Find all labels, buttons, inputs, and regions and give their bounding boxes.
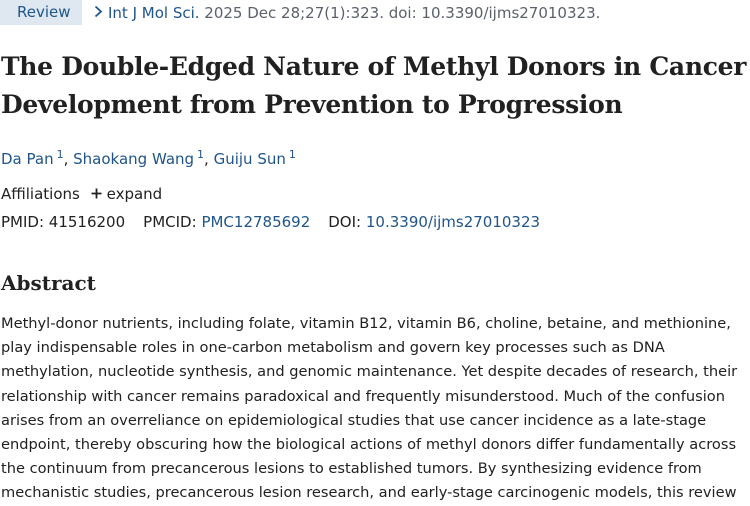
article-identifiers: [1, 211, 540, 233]
author-link[interactable]: Da Pan: [1, 150, 54, 168]
pmid-label: PMID:: [1, 213, 45, 231]
citation-text: 2025 Dec 28;27(1):323. doi: 10.3390/ijms27010323.: [199, 4, 601, 22]
article-type-badge: Review: [0, 0, 82, 25]
pmcid-label: PMCID:: [143, 213, 197, 231]
page-title: The Double-Edged Nature of Methyl Donors in Cancer Development from Prevention to Progression: [1, 52, 747, 119]
author-link[interactable]: Shaokang Wang: [73, 150, 195, 168]
author-separator: ,: [204, 150, 214, 168]
affiliations-row: [1, 183, 162, 205]
author-link[interactable]: Guiju Sun: [213, 150, 286, 168]
author-separator: ,: [63, 150, 74, 168]
pmid-value: 41516200: [48, 213, 126, 231]
journal-link[interactable]: Int J Mol Sci.: [108, 4, 200, 22]
doi-label: DOI:: [328, 213, 362, 231]
journal-citation: [94, 3, 600, 23]
expand-affiliations-button[interactable]: [91, 185, 163, 203]
expand-label: expand: [106, 185, 163, 203]
affiliation-sup[interactable]: 1: [288, 148, 296, 161]
affiliation-sup[interactable]: 1: [56, 148, 64, 161]
abstract-heading: Abstract: [1, 271, 96, 295]
affiliations-label: Affiliations: [1, 185, 80, 203]
abstract-text: Methyl-donor nutrients, including folate, vitamin B12, vitamin B6, choline, betaine, and methionine, play indispensable roles in one-carbon metabolism and govern key processes such as DNA methylation, nucleotide synthesis, and genomic maintenance. Yet despite decades of research, their relationship with cancer remains paradoxical and frequently misunderstood. Much of the confusion arises from an overreliance on epidemiological studies that use cancer incidence as a late-stage endpoint, thereby obscuring how the biological actions of methyl donors differ fundamentally across the continuum from precancerous lesions to established tumors. By synthesizing evidence from mechanistic studies, precancerous lesion research, and early-stage carcinogenic models, this review: [1, 315, 738, 502]
chevron-right-icon: [94, 3, 108, 23]
article-header-bar: [0, 0, 750, 27]
affiliation-sup[interactable]: 1: [197, 148, 205, 161]
author-list: [1, 144, 296, 170]
pmcid-link[interactable]: PMC12785692: [201, 213, 311, 231]
doi-link[interactable]: 10.3390/ijms27010323: [365, 213, 541, 231]
plus-icon: [91, 183, 102, 205]
